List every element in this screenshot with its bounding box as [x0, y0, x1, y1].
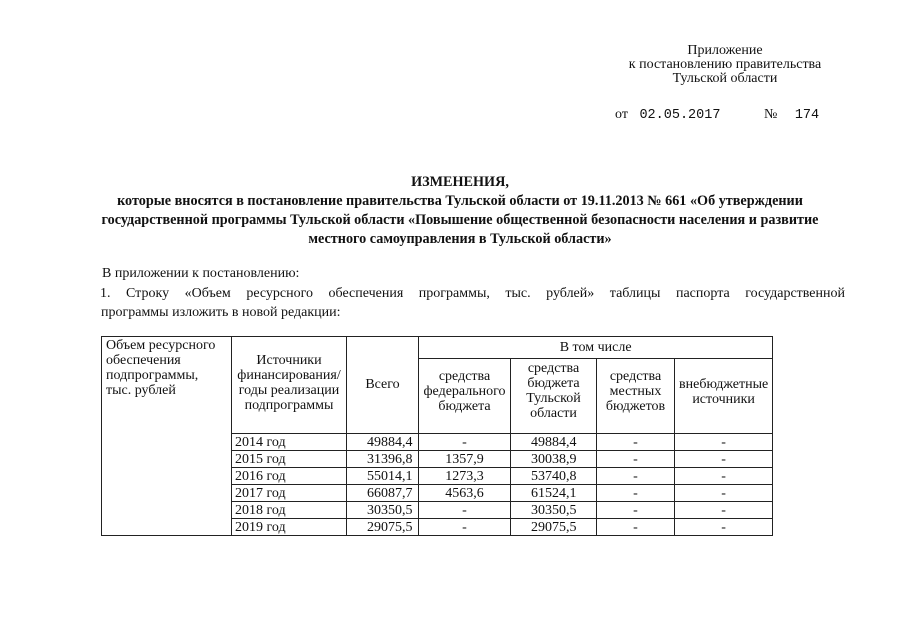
total-header-cell — [347, 337, 419, 434]
federal-cell: - — [419, 434, 511, 451]
paragraph-item-1-line-2: программы изложить в новой редакции: — [101, 305, 341, 320]
date-prefix: от — [615, 107, 628, 122]
document-date: 02.05.2017 — [639, 108, 721, 123]
federal-cell: 4563,6 — [419, 485, 511, 502]
year-cell: 2015 год — [232, 451, 347, 468]
paragraph-intro: В приложении к постановлению: — [102, 266, 300, 281]
regional-cell: 30038,9 — [511, 451, 597, 468]
date-line — [615, 107, 819, 123]
year-cell: 2017 год — [232, 485, 347, 502]
group-header: В том числе — [559, 339, 632, 355]
federal-cell: - — [419, 502, 511, 519]
local-cell: - — [597, 485, 675, 502]
local-cell: - — [597, 434, 675, 451]
regional-header-cell — [511, 358, 597, 433]
year-cell: 2016 год — [232, 468, 347, 485]
local-cell: - — [597, 468, 675, 485]
appendix-line-2: к постановлению правительства — [628, 57, 822, 72]
year-cell: 2018 год — [232, 502, 347, 519]
appendix-line-1: Приложение — [687, 43, 763, 58]
title-line-2: государственной программы Тульской области «Повышение общественной безопасности населения и развитие — [101, 212, 819, 228]
local-cell: - — [597, 451, 675, 468]
appendix-block — [610, 44, 840, 86]
document-number: 174 — [794, 108, 820, 123]
total-header: Всего — [365, 377, 400, 392]
total-cell: 31396,8 — [347, 451, 419, 468]
group-header-cell — [419, 337, 773, 359]
federal-cell: 1357,9 — [419, 451, 511, 468]
appendix-line-3: Тульской области — [672, 71, 778, 86]
volume-header-cell — [102, 337, 232, 536]
year-cell: 2014 год — [232, 434, 347, 451]
sources-header: Источники финансирования/ годы реализации подпрограммы — [237, 353, 341, 413]
document-title — [60, 173, 860, 249]
regional-cell: 61524,1 — [511, 485, 597, 502]
title-line-1: которые вносятся в постановление правительства Тульской области от 19.11.2013 № 661 «Об утверждении — [117, 193, 803, 209]
total-cell: 66087,7 — [347, 485, 419, 502]
extra-cell: - — [675, 485, 773, 502]
paragraph-item-1-line-1: 1. Строку «Объем ресурсного обеспечения программы, тыс. рублей» таблицы паспорта государственной — [100, 286, 845, 301]
title-heading: ИЗМЕНЕНИЯ, — [411, 174, 509, 190]
title-line-3: местного самоуправления в Тульской области» — [308, 231, 612, 247]
local-cell: - — [597, 502, 675, 519]
regional-cell: 29075,5 — [511, 519, 597, 536]
resource-table — [101, 336, 773, 536]
total-cell: 30350,5 — [347, 502, 419, 519]
extra-cell: - — [675, 434, 773, 451]
regional-cell: 30350,5 — [511, 502, 597, 519]
federal-cell: 1273,3 — [419, 468, 511, 485]
regional-header: средства бюджета Тульской области — [526, 360, 581, 421]
total-cell: 29075,5 — [347, 519, 419, 536]
federal-cell: - — [419, 519, 511, 536]
year-cell: 2019 год — [232, 519, 347, 536]
total-cell: 49884,4 — [347, 434, 419, 451]
regional-cell: 49884,4 — [511, 434, 597, 451]
extra-cell: - — [675, 468, 773, 485]
number-prefix: № — [763, 107, 778, 122]
extra-cell: - — [675, 502, 773, 519]
extra-cell: - — [675, 451, 773, 468]
extra-cell: - — [675, 519, 773, 536]
paragraph-item-1 — [100, 284, 845, 303]
extra-header: внебюджетные источники — [679, 376, 769, 407]
local-header-cell — [597, 358, 675, 433]
local-cell: - — [597, 519, 675, 536]
volume-header: Объем ресурсного обеспечения подпрограммы, тыс. рублей — [106, 338, 216, 398]
total-cell: 55014,1 — [347, 468, 419, 485]
sources-header-cell — [232, 337, 347, 434]
federal-header-cell — [419, 358, 511, 433]
federal-header: средства федерального бюджета — [423, 368, 506, 414]
extra-header-cell — [675, 358, 773, 433]
local-header: средства местных бюджетов — [605, 368, 666, 414]
regional-cell: 53740,8 — [511, 468, 597, 485]
